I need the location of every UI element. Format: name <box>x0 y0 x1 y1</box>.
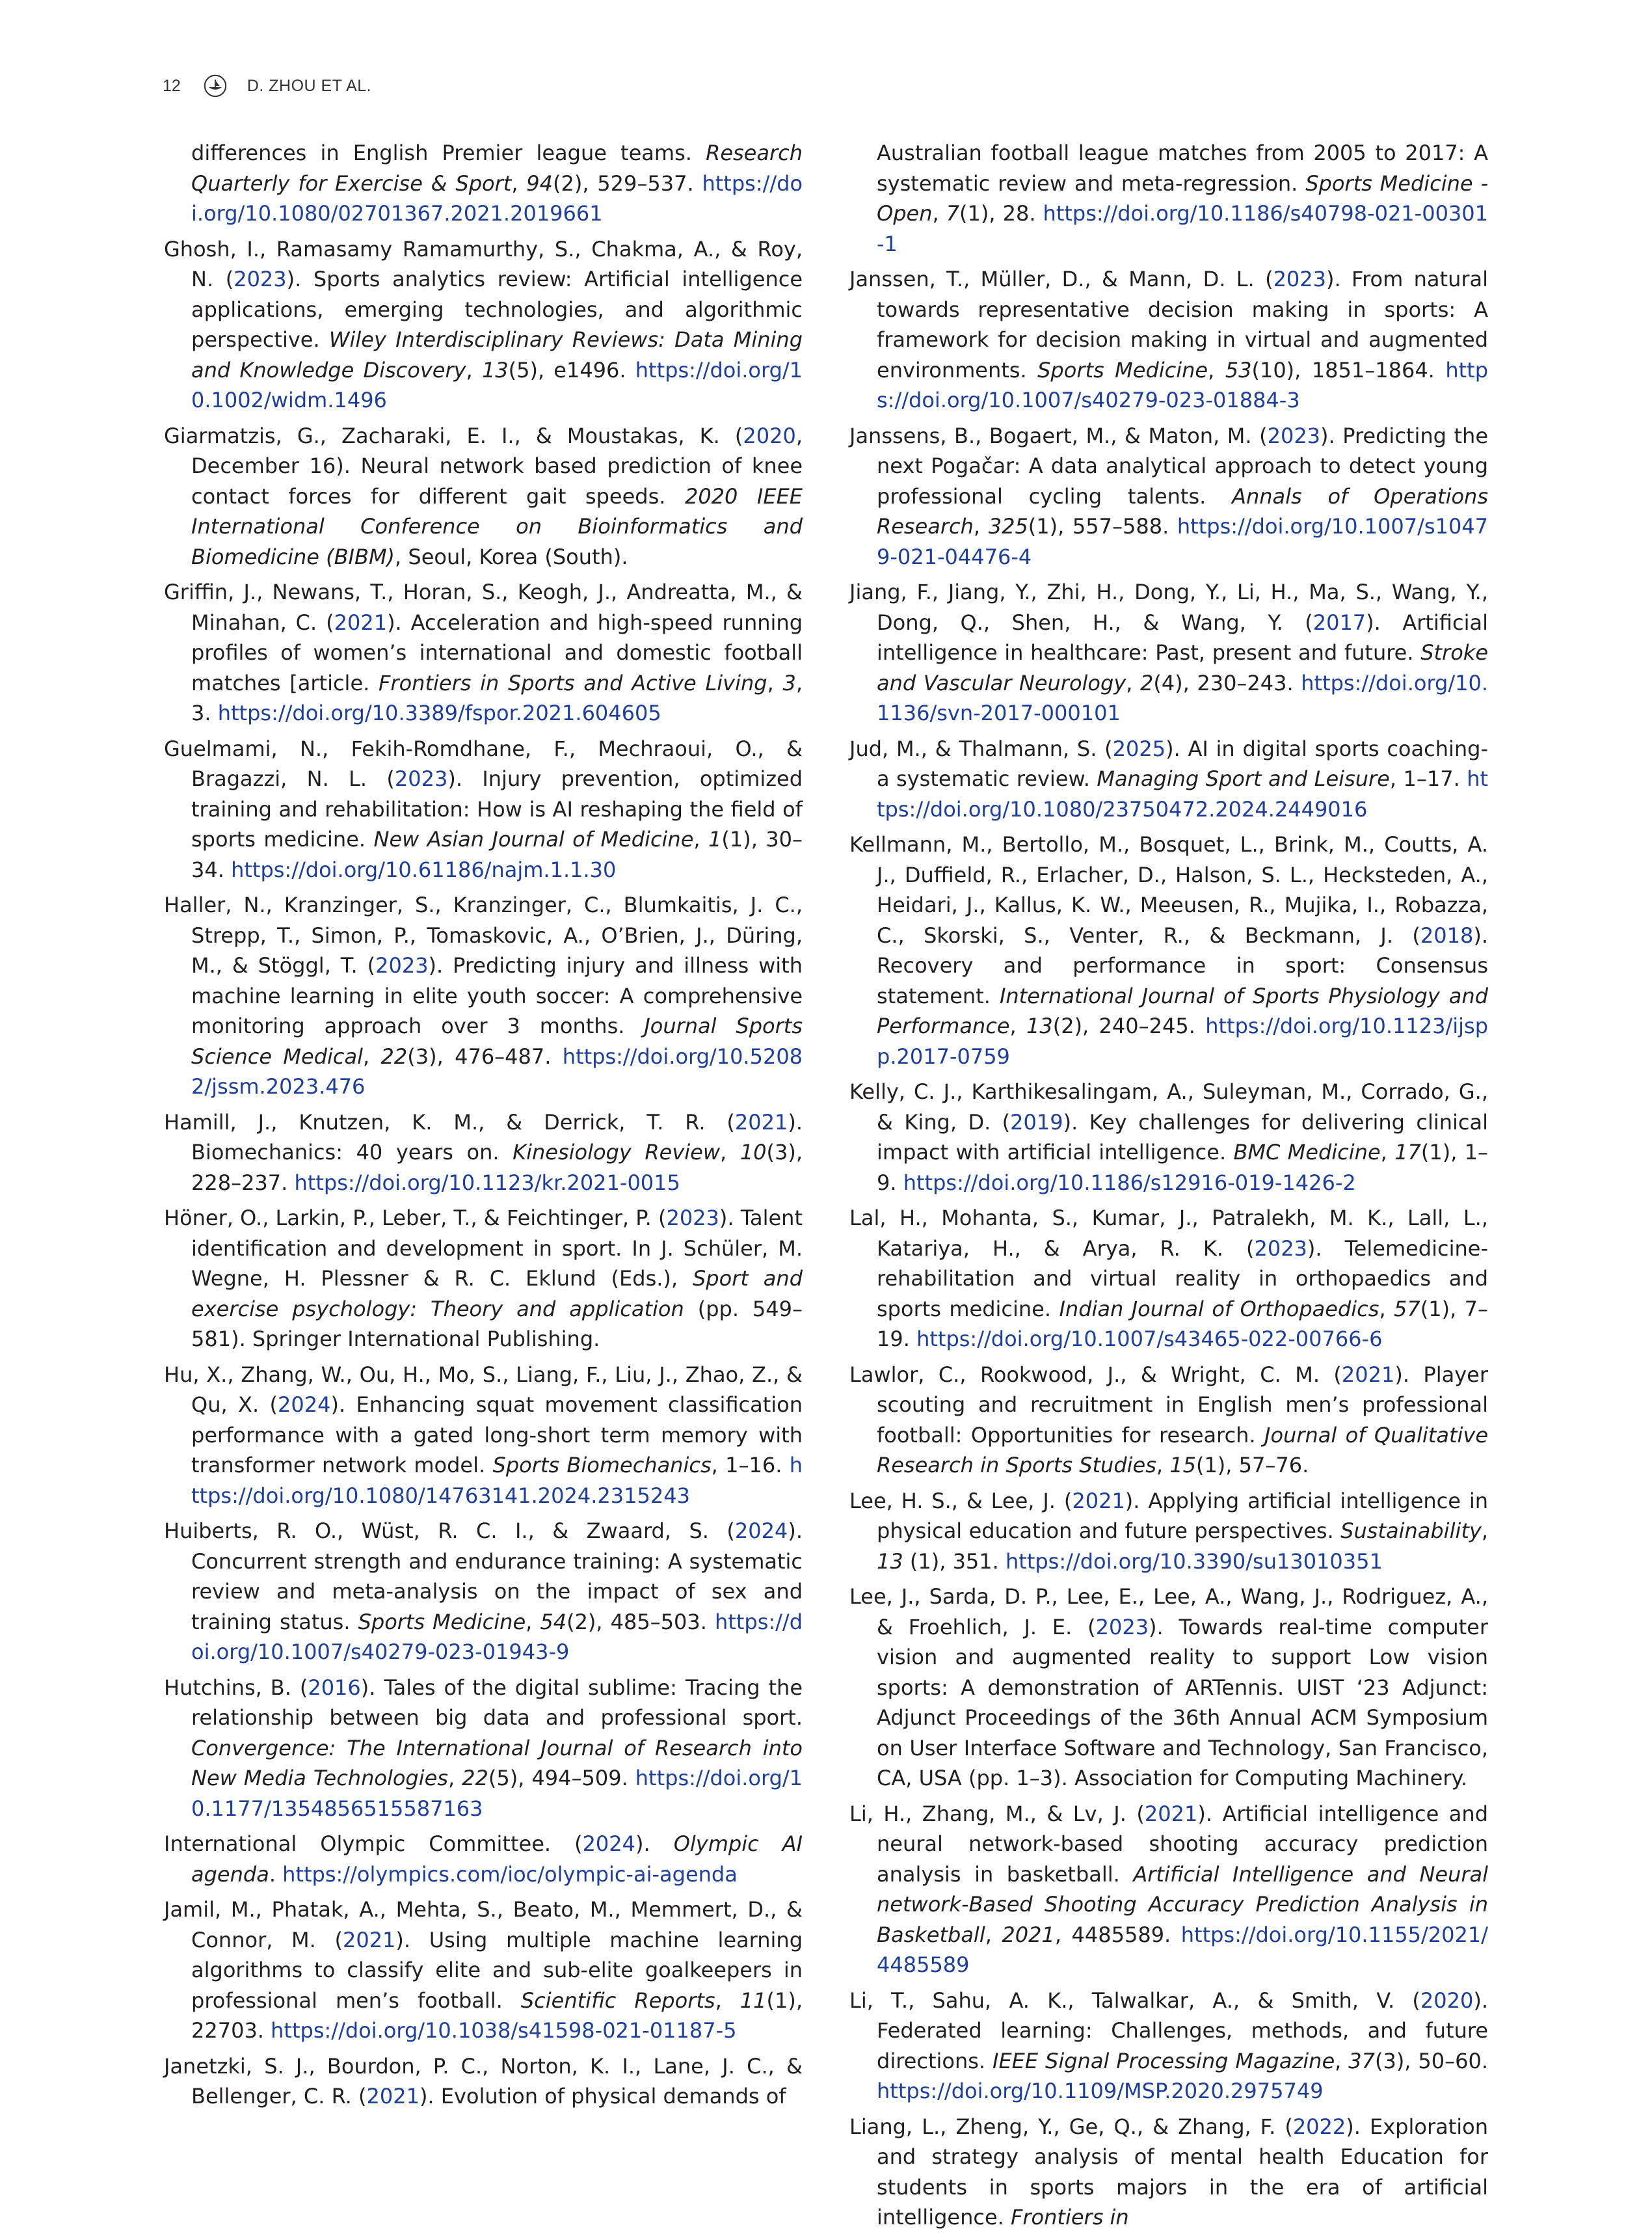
reference-doi-link[interactable]: https://olympics.com/ioc/olympic-ai-agenda <box>282 1861 738 1887</box>
reference-text: , <box>1126 670 1140 695</box>
reference-text: Jamil, M., Phatak, A., Mehta, S., Beato, M., Memmert, D., & Connor, M. ( <box>164 1897 803 1952</box>
reference-text: , <box>932 201 946 226</box>
reference-text: ). Predicting injury and illness with machine learning in elite youth soccer: A comprehensive monitoring approach over 3 months. <box>191 953 803 1038</box>
reference-entry <box>164 1516 803 1667</box>
reference-entry <box>849 1799 1488 1980</box>
references-right-column <box>849 138 1488 2238</box>
reference-italic: 53 <box>1225 357 1252 383</box>
reference-doi-link[interactable]: https://doi.org/10.1123/kr.2021-0015 <box>294 1170 680 1195</box>
reference-text: , <box>1481 1518 1488 1543</box>
reference-text: , <box>973 514 989 539</box>
reference-italic: Scientific Reports <box>520 1988 715 2013</box>
reference-text: , 1–16. <box>711 1453 790 1477</box>
reference-year-link[interactable]: 2024 <box>278 1392 331 1417</box>
reference-italic: Managing Sport and Leisure <box>1097 766 1390 791</box>
reference-text: , <box>693 827 709 852</box>
reference-text: ). Concurrent strength and endurance training: A systematic review and meta-analysis on the impact of sex and training status. <box>191 1518 803 1634</box>
reference-text: , <box>1208 357 1225 383</box>
reference-italic: Journal of Qualitative Research in Sports Studies <box>877 1422 1488 1477</box>
reference-text: , <box>1379 1296 1394 1321</box>
reference-text: (5), e1496. <box>508 357 635 383</box>
reference-italic: 13 <box>1026 1014 1053 1038</box>
reference-text: Höner, O., Larkin, P., Leber, T., & Feichtinger, P. ( <box>164 1206 667 1230</box>
reference-italic: 37 <box>1348 2048 1375 2073</box>
reference-year-link[interactable]: 2023 <box>375 953 429 978</box>
reference-entry <box>849 421 1488 573</box>
reference-text: ). <box>635 1831 674 1856</box>
reference-entry <box>849 264 1488 416</box>
reference-text: ). Tales of the digital sublime: Tracing the relationship between big data and professional sport. <box>191 1675 803 1730</box>
reference-italic: Stroke and Vascular Neurology <box>877 640 1488 695</box>
reference-italic: Wiley Interdisciplinary Reviews: Data Mining and Knowledge Discovery <box>191 327 803 383</box>
running-header-authors: D. ZHOU ET AL. <box>246 76 372 95</box>
reference-italic: Artificial Intelligence and Neural network-Based Shooting Accuracy Prediction Analysis in Basketball <box>877 1861 1489 1947</box>
reference-italic: 57 <box>1394 1296 1420 1321</box>
reference-entry <box>849 734 1488 825</box>
reference-text: , <box>715 1988 740 2013</box>
reference-entry <box>849 138 1488 259</box>
reference-text: Guelmami, N., Fekih-Romdhane, F., Mechraoui, O., & Bragazzi, N. L. ( <box>164 736 803 791</box>
reference-doi-link[interactable]: https://doi.org/10.1002/widm.1496 <box>191 357 803 412</box>
reference-doi-link[interactable]: https://doi.org/10.1136/svn-2017-000101 <box>877 670 1489 725</box>
reference-italic: Sports Medicine <box>358 1609 526 1634</box>
reference-italic: 2020 IEEE International Conference on Bioinformatics and Biomedicine (BIBM) <box>191 483 803 569</box>
reference-entry <box>164 577 803 729</box>
reference-text: , <box>466 357 482 383</box>
reference-text: ). Towards real-time computer vision and augmented reality to support Low vision sports: A demonstration of ARTennis. UIST ‘23 Adjunct: Adjunct Proceedings of the 36th Annual ACM Symposium on User Interface Software and Technology, San Francisco, CA, USA (pp. 1–3). Association for Computing Machinery. <box>877 1614 1489 1790</box>
reference-entry <box>849 1582 1488 1794</box>
reference-doi-link[interactable]: https://doi.org/10.1155/2021/4485589 <box>877 1922 1489 1977</box>
reference-entry <box>164 138 803 229</box>
reference-text: (3), 476–487. <box>407 1044 563 1069</box>
reference-text: differences in English Premier league teams. <box>191 141 706 165</box>
reference-text: (pp. 549–581). Springer International Publishing. <box>191 1296 803 1351</box>
reference-entry <box>164 1829 803 1889</box>
reference-doi-link[interactable]: https://doi.org/10.61186/najm.1.1.30 <box>231 857 617 882</box>
page-number: 12 <box>163 76 181 95</box>
reference-text: International Olympic Committee. ( <box>164 1831 583 1856</box>
reference-text: Lee, J., Sarda, D. P., Lee, E., Lee, A., Wang, J., Rodriguez, A., & Froehlich, J. E. ( <box>849 1584 1488 1639</box>
reference-year-link[interactable]: 2023 <box>233 267 287 291</box>
reference-text: ). Telemedicine-rehabilitation and virtual reality in orthopaedics and sports medicine. <box>877 1235 1489 1321</box>
reference-year-link[interactable]: 2021 <box>1072 1488 1125 1513</box>
reference-text: (3), 50–60. <box>1374 2048 1489 2073</box>
reference-text: , Seoul, Korea (South). <box>395 544 628 569</box>
reference-year-link[interactable]: 2017 <box>1312 610 1366 635</box>
reference-italic: 54 <box>540 1609 567 1634</box>
reference-year-link[interactable]: 2023 <box>1095 1614 1149 1639</box>
reference-doi-link[interactable]: https://doi.org/10.1123/ijspp.2017-0759 <box>877 1014 1489 1069</box>
reference-text: Huiberts, R. O., Wüst, R. C. I., & Zwaard, S. ( <box>164 1518 735 1543</box>
reference-text: Janssens, B., Bogaert, M., & Maton, M. ( <box>849 423 1268 448</box>
reference-text: (10), 1851–1864. <box>1251 357 1446 383</box>
reference-text: Haller, N., Kranzinger, S., Kranzinger, C., Blumkaitis, J. C., Strepp, T., Simon, P., Tomaskovic, A., O’Brien, J., Düring, M., & Stöggl, T. ( <box>164 893 803 978</box>
reference-year-link[interactable]: 2023 <box>394 766 448 791</box>
reference-italic: 94 <box>526 170 553 196</box>
reference-italic: 10 <box>739 1140 767 1165</box>
reference-text: ). Sports analytics review: Artificial intelligence applications, emerging technologies, and algorithmic perspective. <box>191 267 803 352</box>
reference-text: (1), 30–34. <box>191 827 803 882</box>
reference-italic: 2021 <box>1002 1922 1055 1947</box>
reference-text: Lal, H., Mohanta, S., Kumar, J., Patralekh, M. K., Lall, L., Katariya, H., & Arya, R. K. ( <box>849 1206 1488 1261</box>
reference-year-link[interactable]: 2020 <box>1420 1988 1474 2013</box>
reference-doi-link[interactable]: https://doi.org/10.1109/MSP.2020.2975749 <box>877 2079 1324 2103</box>
reference-year-link[interactable]: 2021 <box>1144 1801 1198 1826</box>
reference-text: ). AI in digital sports coaching-a systematic review. <box>877 736 1489 791</box>
reference-year-link[interactable]: 2021 <box>334 610 388 635</box>
reference-text: (1), 557–588. <box>1028 514 1177 539</box>
reference-italic: 13 <box>481 357 509 383</box>
reference-italic: 22 <box>380 1044 408 1069</box>
reference-text: , 1–17. <box>1389 766 1467 791</box>
reference-text: ). Acceleration and high-speed running profiles of women’s international and domestic football matches [article. <box>191 610 803 695</box>
reference-text: Griffin, J., Newans, T., Horan, S., Keogh, J., Andreatta, M., & Minahan, C. ( <box>164 580 803 635</box>
reference-entry <box>164 234 803 416</box>
reference-entry <box>164 1894 803 2046</box>
reference-entry <box>164 734 803 885</box>
reference-text: , <box>1380 1140 1395 1165</box>
reference-doi-link[interactable]: https://doi.org/10.1177/1354856515587163 <box>191 1766 803 1821</box>
reference-text: , <box>511 170 527 196</box>
reference-year-link[interactable]: 2025 <box>1112 736 1166 761</box>
reference-text: , <box>526 1609 540 1634</box>
reference-italic: Kinesiology Review <box>513 1140 721 1165</box>
reference-text: , <box>1156 1453 1170 1477</box>
reference-italic: Olympic AI agenda <box>191 1831 803 1887</box>
reference-text: Hamill, J., Knutzen, K. M., & Derrick, T. R. ( <box>164 1109 735 1135</box>
reference-text: ). Recovery and performance in sport: Consensus statement. <box>877 923 1488 1008</box>
reference-year-link[interactable]: 2019 <box>1010 1109 1063 1135</box>
reference-italic: Journal Sports Science Medical <box>191 1014 803 1069</box>
reference-doi-link[interactable]: https://doi.org/10.1038/s41598-021-01187-5 <box>271 2018 737 2043</box>
reference-text: Hu, X., Zhang, W., Ou, H., Mo, S., Liang, F., Liu, J., Zhao, Z., & Qu, X. ( <box>164 1362 803 1417</box>
reference-text: ). Predicting the next Pogačar: A data analytical approach to detect young professional cycling talents. <box>877 423 1488 509</box>
reference-text: ). Federated learning: Challenges, methods, and future directions. <box>877 1988 1488 2073</box>
reference-entry <box>164 1107 803 1198</box>
reference-text: . <box>269 1861 283 1887</box>
reference-text: , <box>720 1140 740 1165</box>
running-header <box>163 73 371 99</box>
reference-year-link[interactable]: 2023 <box>1273 267 1326 291</box>
reference-italic: 11 <box>739 1988 767 2013</box>
reference-text: (1), 57–76. <box>1195 1453 1309 1477</box>
reference-text: Lawlor, C., Rookwood, J., & Wright, C. M. ( <box>849 1362 1342 1387</box>
reference-doi-link[interactable]: https://doi.org/10.52082/jssm.2023.476 <box>191 1044 803 1099</box>
reference-italic: Frontiers in Sports and Active Living <box>379 670 767 695</box>
reference-text: , 3. <box>191 670 803 725</box>
reference-doi-link[interactable]: https://doi.org/10.1186/s12916-019-1426-2 <box>903 1170 1356 1195</box>
reference-year-link[interactable]: 2023 <box>666 1206 719 1230</box>
reference-year-link[interactable]: 2021 <box>366 2084 420 2109</box>
reference-year-link[interactable]: 2020 <box>743 423 796 448</box>
reference-text: Li, H., Zhang, M., & Lv, J. ( <box>849 1801 1145 1826</box>
reference-text: , <box>985 1922 1002 1947</box>
reference-doi-link[interactable]: https://doi.org/10.3390/su13010351 <box>1005 1548 1383 1574</box>
reference-text: ). Biomechanics: 40 years on. <box>191 1109 803 1165</box>
reference-italic: 7 <box>946 201 960 226</box>
reference-italic: 1 <box>708 827 722 852</box>
reference-text: , <box>767 670 783 695</box>
reference-italic: Annals of Operations Research <box>877 483 1489 539</box>
reference-text: (2), 240–245. <box>1052 1014 1206 1038</box>
reference-doi-link[interactable]: https://doi.org/10.1007/s40279-023-01884-3 <box>877 357 1488 412</box>
reference-italic: New Asian Journal of Medicine <box>373 827 694 852</box>
reference-italic: 15 <box>1169 1453 1196 1477</box>
reference-doi-link[interactable]: https://doi.org/10.1080/23750472.2024.2449016 <box>877 766 1489 822</box>
reference-year-link[interactable]: 2023 <box>1254 1235 1307 1261</box>
reference-italic: Sustainability <box>1340 1518 1482 1543</box>
reference-text: ). Injury prevention, optimized training and rehabilitation: How is AI reshaping the field of sports medicine. <box>191 766 803 852</box>
reference-text: Lee, H. S., & Lee, J. ( <box>849 1488 1072 1513</box>
reference-italic: 22 <box>462 1766 488 1790</box>
reference-doi-link[interactable]: https://doi.org/10.1007/s43465-022-00766-6 <box>916 1327 1383 1351</box>
reference-text: ). Player scouting and recruitment in English men’s professional football: Opportunities for research. <box>877 1362 1489 1448</box>
reference-italic: Sports Biomechanics <box>492 1453 712 1477</box>
reference-text: Jiang, F., Jiang, Y., Zhi, H., Dong, Y., Li, H., Ma, S., Wang, Y., Dong, Q., Shen, H., & Wang, Y. ( <box>849 580 1488 635</box>
reference-text: (2), 485–503. <box>566 1609 715 1634</box>
reference-text: ). Enhancing squat movement classification performance with a gated long-short term memory with transformer network model. <box>191 1392 803 1477</box>
reference-year-link[interactable]: 2018 <box>1420 923 1474 948</box>
reference-text: , December 16). Neural network based prediction of knee contact forces for different gait speeds. <box>191 423 803 509</box>
reference-entry <box>849 1360 1488 1481</box>
reference-year-link[interactable]: 2021 <box>734 1109 788 1135</box>
reference-entry <box>849 1986 1488 2107</box>
reference-year-link[interactable]: 2021 <box>342 1927 396 1952</box>
reference-doi-link[interactable]: https://doi.org/10.1080/14763141.2024.2315243 <box>191 1453 803 1508</box>
reference-text: (1), 7–19. <box>877 1296 1489 1351</box>
reference-text: (3), 228–237. <box>191 1140 803 1195</box>
reference-entry <box>164 1673 803 1824</box>
reference-text: ). Artificial intelligence and neural network-based shooting accuracy prediction analysis in basketball. <box>877 1801 1489 1887</box>
reference-italic: Convergence: The International Journal of Research into New Media Technologies <box>191 1735 803 1790</box>
reference-entry <box>849 577 1488 729</box>
reference-year-link[interactable]: 2021 <box>1341 1362 1395 1387</box>
reference-text: (5), 494–509. <box>488 1766 635 1790</box>
reference-text: Li, T., Sahu, A. K., Talwalkar, A., & Smith, V. ( <box>849 1988 1420 2013</box>
reference-doi-link[interactable]: https://doi.org/10.1080/02701367.2021.2019661 <box>191 170 803 226</box>
reference-text: Hutchins, B. ( <box>164 1675 308 1700</box>
reference-entry <box>164 1360 803 1511</box>
reference-text: , <box>363 1044 381 1069</box>
reference-text: ). Using multiple machine learning algorithms to classify elite and sub-elite goalkeepers in professional men’s football. <box>191 1927 803 2013</box>
reference-italic: Sports Medicine - Open <box>877 170 1489 226</box>
reference-italic: Sport and exercise psychology: Theory and application <box>191 1266 803 1321</box>
reference-text: , <box>447 1766 462 1790</box>
reference-entry <box>849 829 1488 1072</box>
reference-text: (4), 230–243. <box>1153 670 1301 695</box>
reference-text: (1), 1–9. <box>877 1140 1489 1195</box>
reference-text: Janssen, T., Müller, D., & Mann, D. L. ( <box>849 267 1273 291</box>
reference-italic: Research Quarterly for Exercise & Sport <box>191 141 803 196</box>
reference-text: ). Key challenges for delivering clinical impact with artificial intelligence. <box>877 1109 1489 1165</box>
reference-doi-link[interactable]: https://doi.org/10.1007/s10479-021-04476-4 <box>877 514 1489 569</box>
reference-text: Giarmatzis, G., Zacharaki, E. I., & Moustakas, K. ( <box>164 423 743 448</box>
reference-entry <box>164 890 803 1102</box>
reference-entry <box>164 2051 803 2112</box>
reference-doi-link[interactable]: https://doi.org/10.3389/fspor.2021.604605 <box>217 701 661 725</box>
reference-text: , <box>1009 1014 1026 1038</box>
reference-italic: Frontiers in <box>1010 2205 1129 2230</box>
reference-text: ). Applying artificial intelligence in physical education and future perspectives. <box>877 1488 1489 1543</box>
reference-year-link[interactable]: 2022 <box>1292 2114 1346 2139</box>
reference-text: Australian football league matches from 2005 to 2017: A systematic review and meta-regression. <box>877 141 1488 196</box>
publisher-logo-icon <box>203 74 228 98</box>
reference-text: ). Exploration and strategy analysis of mental health Education for students in sports majors in the era of artificial intelligence. <box>877 2114 1488 2230</box>
reference-text: Kelly, C. J., Karthikesalingam, A., Suleyman, M., Corrado, G., & King, D. ( <box>849 1079 1488 1135</box>
reference-italic: 13 <box>877 1548 903 1574</box>
reference-text: Jud, M., & Thalmann, S. ( <box>849 736 1113 761</box>
reference-italic: 325 <box>988 514 1028 539</box>
reference-italic: 3 <box>782 670 796 695</box>
reference-year-link[interactable]: 2023 <box>1267 423 1321 448</box>
reference-italic: 2 <box>1139 670 1154 695</box>
reference-entry <box>164 1203 803 1355</box>
reference-entry <box>849 1203 1488 1355</box>
reference-text: ). Evolution of physical demands of <box>419 2084 786 2109</box>
reference-italic: 17 <box>1394 1140 1421 1165</box>
reference-text: (2), 529–537. <box>553 170 702 196</box>
reference-text: ). From natural towards representative decision making in sports: A framework for decision making in virtual and augmented environments. <box>877 267 1489 383</box>
reference-year-link[interactable]: 2024 <box>582 1831 635 1856</box>
reference-text: Janetzki, S. J., Bourdon, P. C., Norton, K. I., Lane, J. C., & Bellenger, C. R. ( <box>164 2053 803 2109</box>
reference-text: Kellmann, M., Bertollo, M., Bosquet, L., Brink, M., Coutts, A. J., Duffield, R., Erlacher, D., Halson, S. L., Hecksteden, A., Heidari, J., Kallus, K. W., Meeusen, R., Mujika, I., Robazza, C., Skorski, S., Venter, R., & Beckmann, J. ( <box>849 832 1488 948</box>
reference-text: Liang, L., Zheng, Y., Ge, Q., & Zhang, F. ( <box>849 2114 1293 2139</box>
reference-entry <box>164 421 803 573</box>
reference-italic: Indian Journal of Orthopaedics <box>1059 1296 1379 1321</box>
reference-doi-link[interactable]: https://doi.org/10.1007/s40279-023-01943-9 <box>191 1609 803 1664</box>
reference-year-link[interactable]: 2024 <box>734 1518 788 1543</box>
reference-text: ). Talent identification and development in sport. In J. Schüler, M. Wegne, H. Plessner & R. C. Eklund (Eds.), <box>191 1206 803 1291</box>
reference-entry <box>849 1486 1488 1577</box>
reference-text: (1), 351. <box>903 1548 1006 1574</box>
reference-year-link[interactable]: 2016 <box>308 1675 361 1700</box>
reference-text: ). Artificial intelligence in healthcare: Past, present and future. <box>877 610 1489 665</box>
reference-italic: International Journal of Sports Physiology and Performance <box>877 983 1489 1038</box>
reference-text: , <box>1335 2048 1349 2073</box>
reference-text: Ghosh, I., Ramasamy Ramamurthy, S., Chakma, A., & Roy, N. ( <box>164 236 803 291</box>
reference-text: , 4485589. <box>1054 1922 1181 1947</box>
reference-text: (1), 28. <box>959 201 1043 226</box>
reference-italic: Sports Medicine <box>1037 357 1208 383</box>
reference-italic: IEEE Signal Processing Magazine <box>993 2048 1335 2073</box>
references-left-column <box>164 138 803 2117</box>
reference-doi-link[interactable]: https://doi.org/10.1186/s40798-021-00301-1 <box>877 201 1488 256</box>
reference-entry <box>849 1077 1488 1198</box>
reference-italic: BMC Medicine <box>1233 1140 1381 1165</box>
reference-text: (1), 22703. <box>191 1988 803 2043</box>
reference-entry <box>849 2112 1488 2233</box>
